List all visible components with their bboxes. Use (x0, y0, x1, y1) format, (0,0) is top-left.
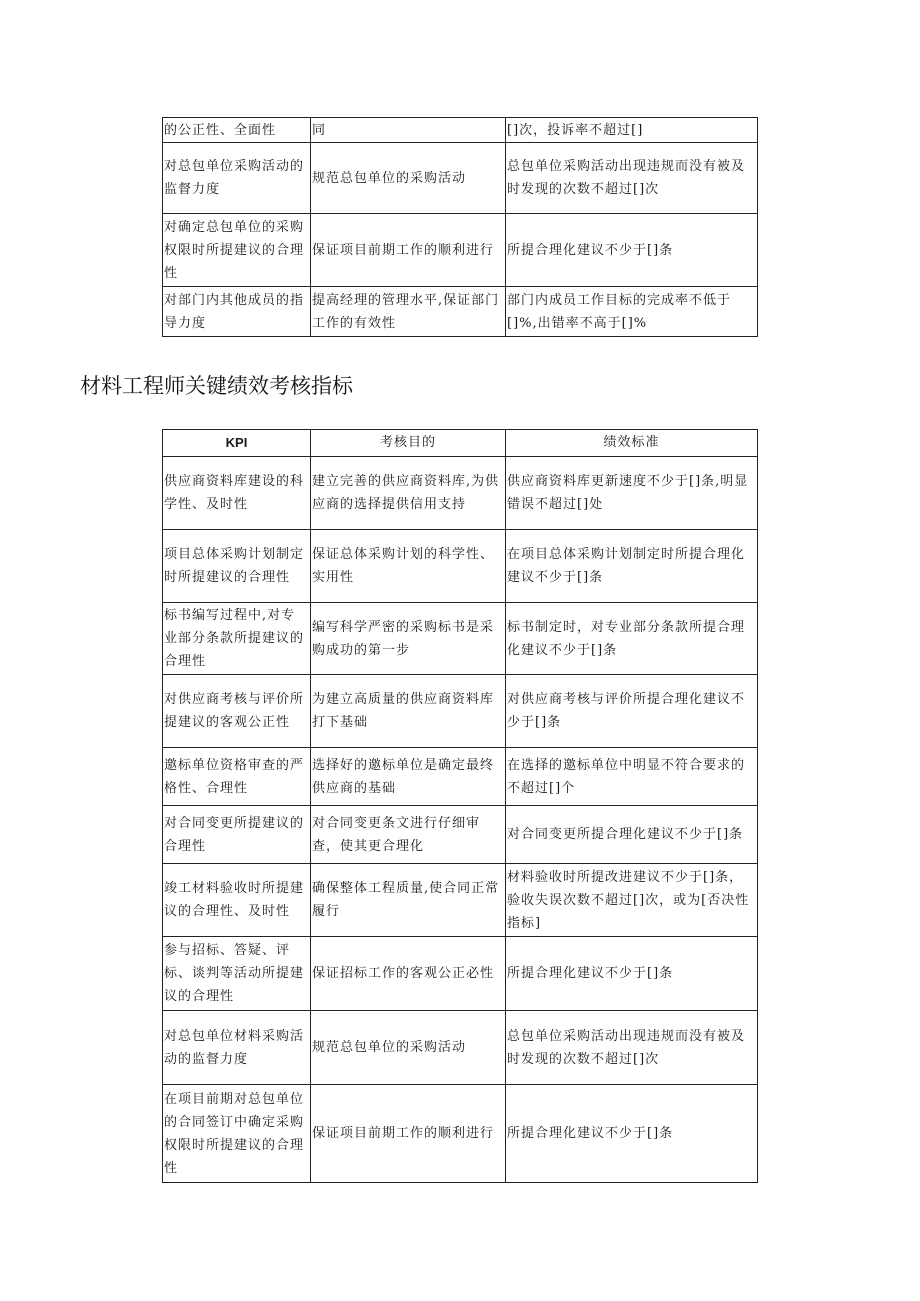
table-row (163, 806, 758, 864)
table-row (163, 118, 758, 143)
standard-cell: 在选择的邀标单位中明显不符合要求的不超过[]个 (506, 748, 758, 806)
table-row (163, 214, 758, 287)
standard-cell: 总包单位采购活动出现违规而没有被及时发现的次数不超过[]次 (506, 1011, 758, 1085)
table-row (163, 287, 758, 337)
section-title: 材料工程师关键绩效考核指标 (80, 374, 353, 398)
standard-cell: 在项目总体采购计划制定时所提合理化建议不少于[]条 (506, 530, 758, 603)
table-row (163, 530, 758, 603)
purpose-cell: 提高经理的管理水平,保证部门工作的有效性 (311, 287, 506, 337)
kpi-cell: 对供应商考核与评价所提建议的客观公正性 (163, 675, 311, 748)
kpi-cell: 标书编写过程中,对专业部分条款所提建议的合理性 (163, 603, 311, 675)
purpose-cell: 规范总包单位的采购活动 (311, 143, 506, 214)
purpose-cell: 选择好的邀标单位是确定最终供应商的基础 (311, 748, 506, 806)
purpose-cell: 保证招标工作的客观公正必性 (311, 937, 506, 1011)
kpi-cell: 在项目前期对总包单位的合同签订中确定采购权限时所提建议的合理性 (163, 1085, 311, 1183)
standard-cell: 标书制定时，对专业部分条款所提合理化建议不少于[]条 (506, 603, 758, 675)
kpi-cell: 邀标单位资格审查的严格性、合理性 (163, 748, 311, 806)
standard-cell: 所提合理化建议不少于[]条 (506, 937, 758, 1011)
table-row (163, 937, 758, 1011)
standard-cell: 对合同变更所提合理化建议不少于[]条 (506, 806, 758, 864)
kpi-cell: 对总包单位材料采购活动的监督力度 (163, 1011, 311, 1085)
table-row (163, 1011, 758, 1085)
purpose-cell: 保证项目前期工作的顺利进行 (311, 214, 506, 287)
purpose-cell: 规范总包单位的采购活动 (311, 1011, 506, 1085)
standard-cell: 对供应商考核与评价所提合理化建议不少于[]条 (506, 675, 758, 748)
purpose-cell: 保证总体采购计划的科学性、实用性 (311, 530, 506, 603)
kpi-cell: 对合同变更所提建议的合理性 (163, 806, 311, 864)
purpose-cell: 编写科学严密的采购标书是采购成功的第一步 (311, 603, 506, 675)
kpi-cell: 竣工材料验收时所提建议的合理性、及时性 (163, 864, 311, 937)
kpi-cell: 供应商资料库建设的科学性、及时性 (163, 457, 311, 530)
table-row (163, 457, 758, 530)
standard-cell: 部门内成员工作目标的完成率不低于[]%,出错率不高于[]% (506, 287, 758, 337)
header-purpose: 考核目的 (311, 430, 506, 457)
top-kpi-table (162, 117, 758, 337)
table-row (163, 675, 758, 748)
standard-cell: 总包单位采购活动出现违规而没有被及时发现的次数不超过[]次 (506, 143, 758, 214)
table-row (163, 143, 758, 214)
kpi-cell: 的公正性、全面性 (163, 118, 311, 143)
purpose-cell: 建立完善的供应商资料库,为供应商的选择提供信用支持 (311, 457, 506, 530)
purpose-cell: 对合同变更条文进行仔细审查，使其更合理化 (311, 806, 506, 864)
purpose-cell: 确保整体工程质量,使合同正常履行 (311, 864, 506, 937)
purpose-cell: 为建立高质量的供应商资料库打下基础 (311, 675, 506, 748)
table-row (163, 748, 758, 806)
standard-cell: []次，投诉率不超过[] (506, 118, 758, 143)
standard-cell: 供应商资料库更新速度不少于[]条,明显错误不超过[]处 (506, 457, 758, 530)
table-row (163, 603, 758, 675)
kpi-cell: 项目总体采购计划制定时所提建议的合理性 (163, 530, 311, 603)
purpose-cell: 同 (311, 118, 506, 143)
table-row (163, 1085, 758, 1183)
kpi-cell: 对确定总包单位的采购权限时所提建议的合理性 (163, 214, 311, 287)
header-kpi: KPI (163, 430, 311, 457)
kpi-cell: 参与招标、答疑、评标、谈判等活动所提建议的合理性 (163, 937, 311, 1011)
standard-cell: 所提合理化建议不少于[]条 (506, 214, 758, 287)
kpi-cell: 对总包单位采购活动的监督力度 (163, 143, 311, 214)
kpi-cell: 对部门内其他成员的指导力度 (163, 287, 311, 337)
standard-cell: 所提合理化建议不少于[]条 (506, 1085, 758, 1183)
main-kpi-table (162, 429, 758, 1183)
table-header-row (163, 430, 758, 457)
standard-cell: 材料验收时所提改进建议不少于[]条，验收失误次数不超过[]次，或为[否决性指标] (506, 864, 758, 937)
table-row (163, 864, 758, 937)
purpose-cell: 保证项目前期工作的顺利进行 (311, 1085, 506, 1183)
header-standard: 绩效标准 (506, 430, 758, 457)
